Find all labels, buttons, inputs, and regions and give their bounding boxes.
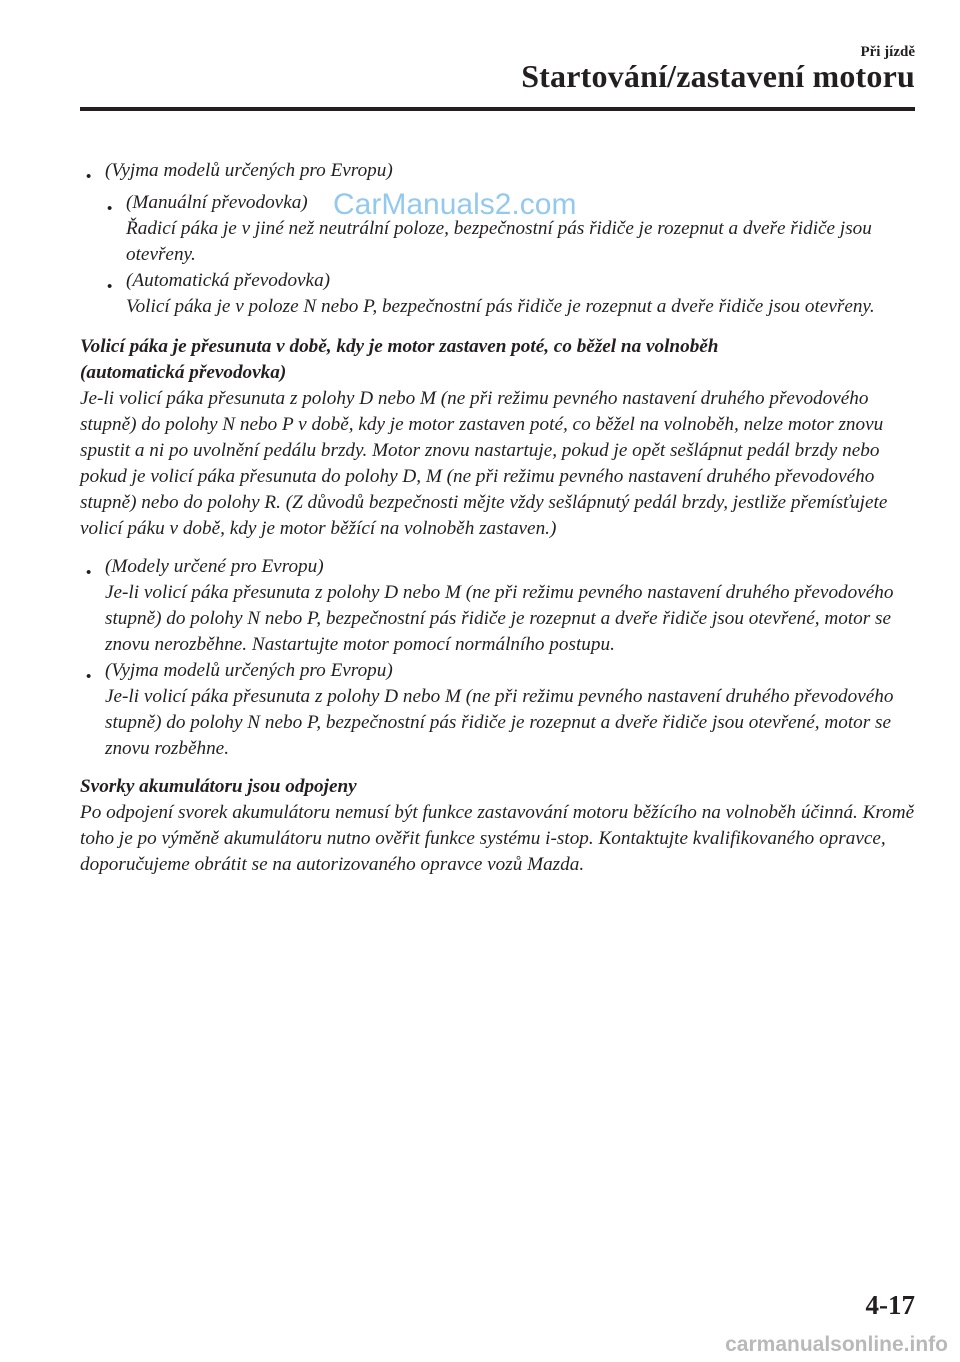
section-paragraph: Je-li volicí páka přesunuta z polohy D nebo M (ne při režimu pevného nastavení druhého převodového stupně) do polohy N nebo P v době, kdy je motor zastaven poté, co běžel na volnoběh, nelze motor znovu spustit a ni po uvolnění pedálu brzdy. Motor znovu nastartuje, pokud je opět sešlápnut pedál brzdy nebo pokud je volicí páka přesunuta do polohy D, M (ne při režimu pevného nastavení druhého převodového stupně) nebo do polohy R. (Z důvodů bezpečnosti mějte vždy sešlápnutý pedál brzdy, jestliže přemísťujete volicí páku v době, kdy je motor běžící na volnoběh zastaven.) bbox=[80, 388, 888, 539]
bullet-dot-icon: • bbox=[86, 565, 92, 581]
sub-bullet-item bbox=[80, 268, 915, 320]
watermark-bottom: carmanualsonline.info bbox=[725, 1333, 948, 1356]
bullet-dot-icon: • bbox=[86, 169, 92, 185]
sub-bullet-heading: (Manuální převodovka) bbox=[126, 192, 308, 213]
section-label: Při jízdě bbox=[860, 44, 915, 60]
bullet-item bbox=[80, 658, 915, 762]
bullet-heading: (Vyjma modelů určených pro Evropu) bbox=[105, 660, 393, 681]
section-paragraph: Po odpojení svorek akumulátoru nemusí být funkce zastavování motoru běžícího na volnoběh účinná. Kromě toho je po výměně akumulátoru nutno ověřit funkce systému i-stop. Kontaktujte kvalifikovaného opravce, doporučujeme obrátit se na autorizovaného opravce vozů Mazda. bbox=[80, 802, 915, 875]
section-heading: Volicí páka je přesunuta v době, kdy je motor zastaven poté, co běžel na volnoběh (automatická převodovka) bbox=[80, 336, 719, 383]
header-divider bbox=[80, 107, 915, 111]
sub-bullet-heading: (Automatická převodovka) bbox=[126, 270, 331, 291]
sub-bullet-text: Volicí páka je v poloze N nebo P, bezpečnostní pás řidiče je rozepnut a dveře řidiče jsou otevřeny. bbox=[126, 296, 875, 317]
bullet-item bbox=[80, 158, 915, 184]
bullet-text: Je-li volicí páka přesunuta z polohy D nebo M (ne při režimu pevného nastavení druhého převodového stupně) do polohy N nebo P, bezpečnostní pás řidiče je rozepnut a dveře řidiče jsou otevřené, motor se znovu nerozběhne. Nastartujte motor pomocí normálního postupu. bbox=[105, 582, 894, 655]
bullet-heading: (Vyjma modelů určených pro Evropu) bbox=[105, 160, 393, 181]
bullet-dot-icon: • bbox=[107, 201, 113, 217]
watermark-top: CarManuals2.com bbox=[333, 188, 577, 221]
page-number: 4-17 bbox=[865, 1290, 915, 1320]
bullet-dot-icon: • bbox=[107, 279, 113, 295]
bullet-text: Je-li volicí páka přesunuta z polohy D nebo M (ne při režimu pevného nastavení druhého převodového stupně) do polohy N nebo P, bezpečnostní pás řidiče je rozepnut a dveře řidiče jsou otevřené, motor se znovu rozběhne. bbox=[105, 686, 894, 759]
content-body bbox=[80, 158, 915, 878]
bullet-dot-icon: • bbox=[86, 669, 92, 685]
bullet-heading: (Modely určené pro Evropu) bbox=[105, 556, 324, 577]
section-heading: Svorky akumulátoru jsou odpojeny bbox=[80, 776, 357, 797]
bullet-item bbox=[80, 554, 915, 658]
sub-bullet-text: Řadicí páka je v jiné než neutrální poloze, bezpečnostní pás řidiče je rozepnut a dveře řidiče jsou otevřeny. bbox=[126, 218, 872, 265]
page-title: Startování/zastavení motoru bbox=[521, 58, 915, 94]
